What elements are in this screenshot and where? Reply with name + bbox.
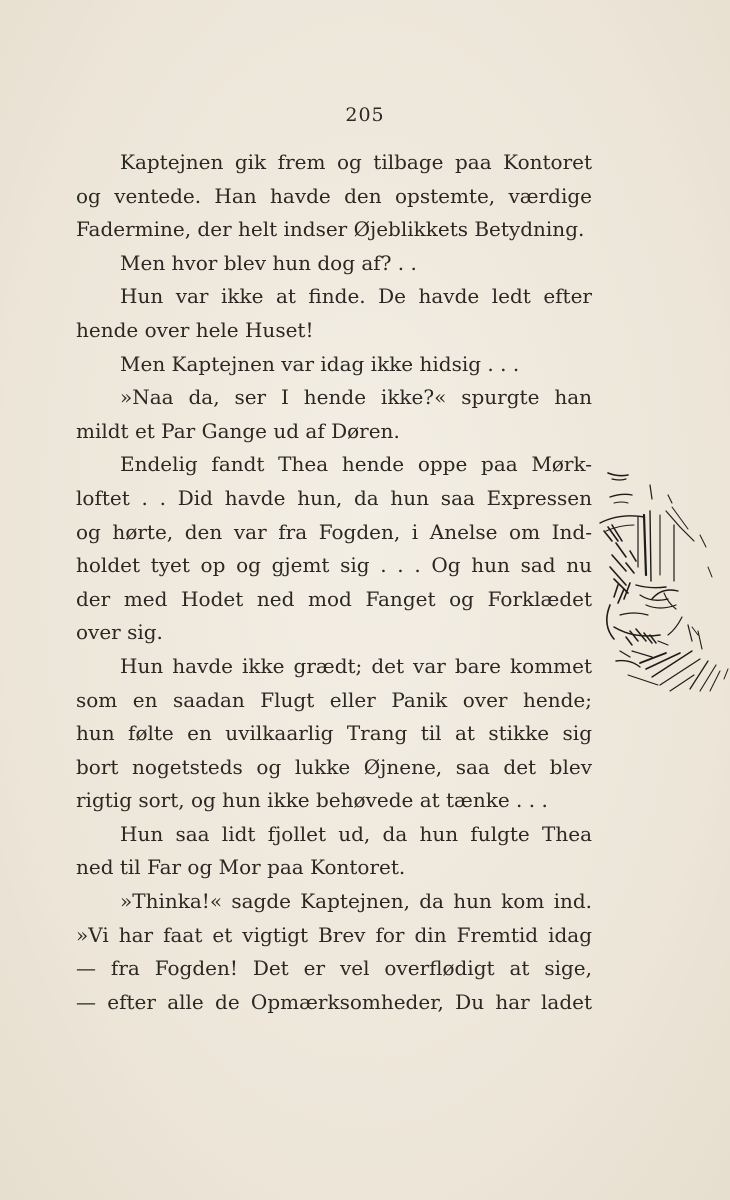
pen-sketch-illustration (540, 455, 730, 725)
text-line: ned til Far og Mor paa Kontoret. (76, 855, 406, 880)
text-line: og ventede. Han havde den opstemte, værdige (76, 183, 592, 208)
text-line: »Vi har faat et vigtigt Brev for din Fremtid idag (76, 922, 592, 947)
text-line: Hun saa lidt fjollet ud, da hun fulgte Thea (120, 821, 592, 846)
page-number: 205 (345, 104, 385, 126)
text-line: Fadermine, der helt indser Øjeblikkets Betydning. (76, 217, 585, 242)
text-line: Hun var ikke at finde. De havde ledt efter (120, 284, 592, 309)
text-line: holdet tyet op og gjemt sig . . . Og hun sad nu (76, 553, 592, 578)
text-line: og hørte, den var fra Fogden, i Anelse om Ind- (76, 519, 592, 544)
text-line: hun følte en uvilkaarlig Trang til at stikke sig (76, 721, 592, 746)
text-line: »Naa da, ser I hende ikke?« spurgte han (120, 385, 592, 410)
body-text (76, 146, 592, 1019)
text-line: Kaptejnen gik frem og tilbage paa Kontoret (120, 150, 592, 174)
text-line: Hun havde ikke grædt; det var bare kommet (120, 653, 592, 678)
text-line: over sig. (76, 620, 163, 645)
text-line: hende over hele Huset! (76, 317, 314, 342)
text-line: »Thinka!« sagde Kaptejnen, da hun kom ind. (120, 889, 592, 914)
text-line: Men Kaptejnen var idag ikke hidsig . . . (120, 351, 520, 376)
text-line: Men hvor blev hun dog af? . . (120, 250, 417, 275)
text-line: loftet . . Did havde hun, da hun saa Expressen (76, 485, 592, 510)
text-line: — efter alle de Opmærksomheder, Du har ladet (76, 989, 592, 1014)
text-line: Endelig fandt Thea hende oppe paa Mørk- (120, 452, 592, 477)
text-line: mildt et Par Gange ud af Døren. (76, 418, 400, 443)
text-line: rigtig sort, og hun ikke behøvede at tænke . . . (76, 788, 548, 813)
text-line: der med Hodet ned mod Fanget og Forklædet (76, 586, 592, 611)
text-line: bort nogetsteds og lukke Øjnene, saa det blev (76, 754, 592, 779)
text-line: — fra Fogden! Det er vel overflødigt at sige, (76, 956, 592, 981)
text-line: som en saadan Flugt eller Panik over hende; (76, 687, 592, 712)
